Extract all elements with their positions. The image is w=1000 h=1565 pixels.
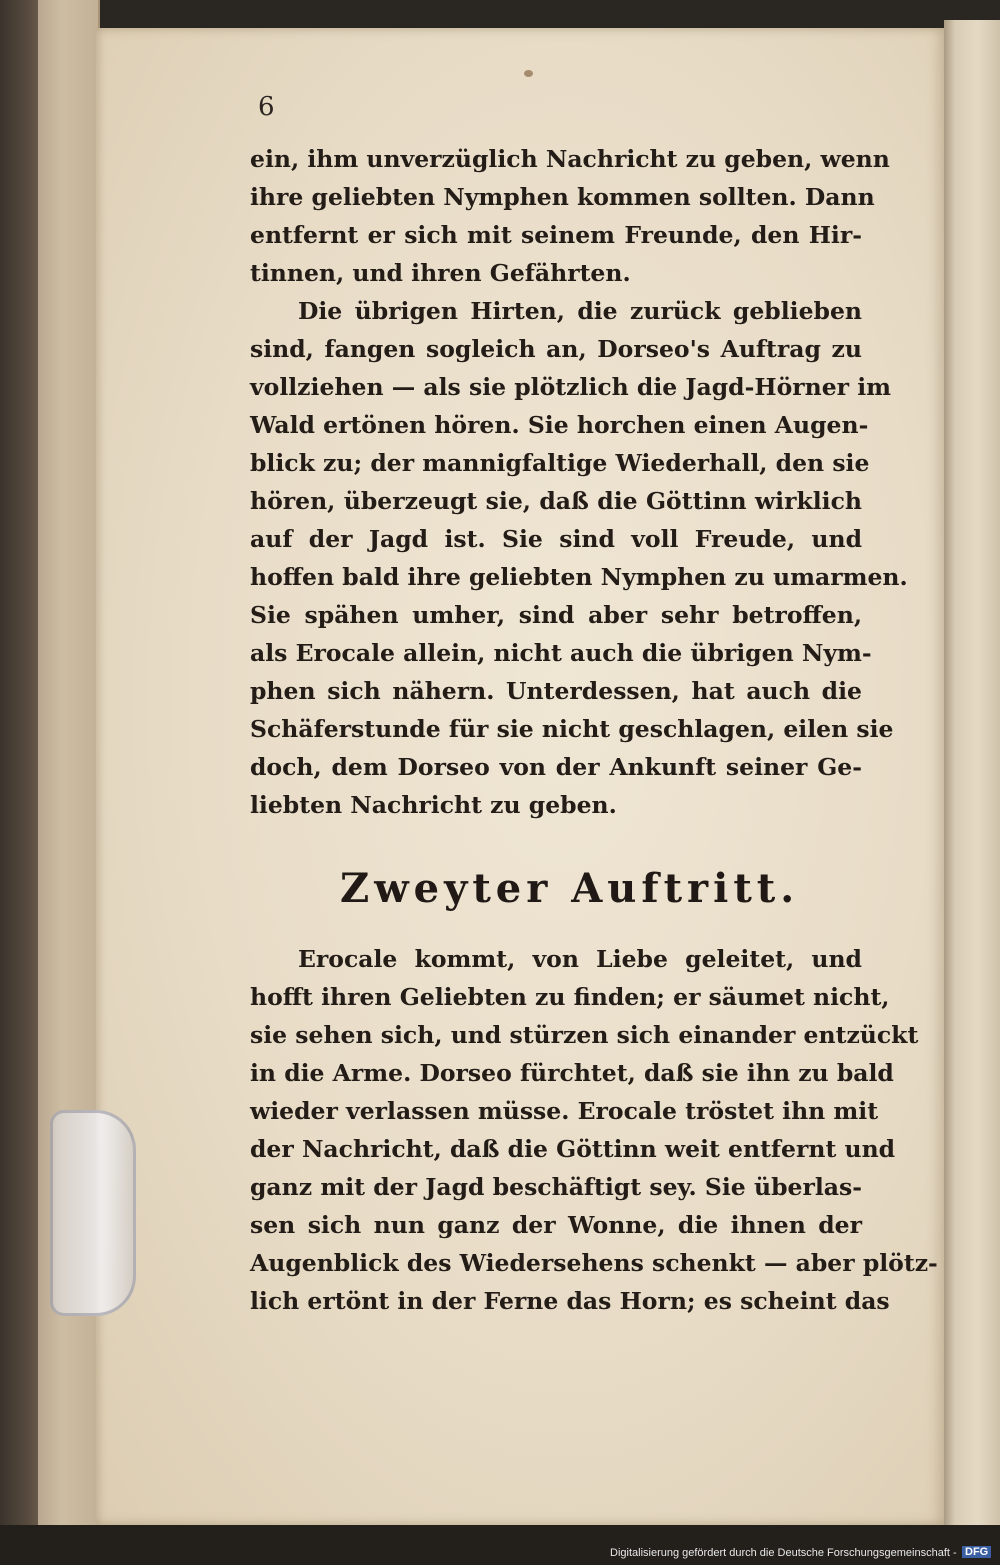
text-line: Erocale kommt, von Liebe geleitet, und (298, 945, 862, 973)
text-line: als Erocale allein, nicht auch die übrigen Nym- (250, 639, 872, 667)
page-number: 6 (258, 92, 275, 122)
text-line: phen sich nähern. Unterdessen, hat auch die (250, 677, 862, 705)
text-line: hofft ihren Geliebten zu finden; er säumet nicht, (250, 983, 890, 1011)
paper-speck (524, 70, 533, 77)
text-line: ein, ihm unverzüglich Nachricht zu geben, wenn (250, 145, 890, 173)
text-line: liebten Nachricht zu geben. (250, 791, 617, 819)
text-line: hören, überzeugt sie, daß die Göttinn wirklich (250, 487, 862, 515)
text-line: lich ertönt in der Ferne das Horn; es scheint das (250, 1287, 890, 1315)
dfg-logo: DFG (962, 1546, 991, 1558)
text-line: sen sich nun ganz der Wonne, die ihnen der (250, 1211, 862, 1239)
text-line: ganz mit der Jagd beschäftigt sey. Sie überlas- (250, 1173, 862, 1201)
text-line: hoffen bald ihre geliebten Nymphen zu umarmen. (250, 563, 908, 591)
text-line: sind, fangen sogleich an, Dorseo's Auftrag zu (250, 335, 862, 363)
footer-bar (0, 1525, 1000, 1565)
paragraph-3 (250, 940, 938, 1320)
page-clip (50, 1110, 136, 1316)
text-line: in die Arme. Dorseo fürchtet, daß sie ihn zu bald (250, 1059, 894, 1087)
text-line: vollziehen — als sie plötzlich die Jagd-Hörner im (250, 373, 892, 401)
section-heading: Zweyter Auftritt. (340, 865, 800, 912)
text-line: doch, dem Dorseo von der Ankunft seiner Ge- (250, 753, 862, 781)
text-line: Die übrigen Hirten, die zurück geblieben (298, 297, 862, 325)
text-line: ihre geliebten Nymphen kommen sollten. Dann (250, 183, 875, 211)
text-line: entfernt er sich mit seinem Freunde, den Hir- (250, 221, 862, 249)
facing-page-edge (944, 20, 1000, 1535)
paragraph-1 (250, 140, 890, 292)
text-line: sie sehen sich, und stürzen sich einander entzückt (250, 1021, 919, 1049)
paragraph-2 (250, 292, 908, 824)
text-line: Augenblick des Wiedersehens schenkt — aber plötz- (250, 1249, 938, 1277)
text-line: tinnen, und ihren Gefährten. (250, 259, 631, 287)
digitization-credit: Digitalisierung gefördert durch die Deutsche Forschungsgemeinschaft - (610, 1547, 957, 1559)
text-line: Wald ertönen hören. Sie horchen einen Augen- (250, 411, 869, 439)
text-line: der Nachricht, daß die Göttinn weit entfernt und (250, 1135, 896, 1163)
text-line: Schäferstunde für sie nicht geschlagen, eilen sie (250, 715, 894, 743)
text-line: wieder verlassen müsse. Erocale tröstet ihn mit (250, 1097, 879, 1125)
book-board (38, 0, 100, 1565)
text-line: blick zu; der mannigfaltige Wiederhall, den sie (250, 449, 870, 477)
text-line: Sie spähen umher, sind aber sehr betroffen, (250, 601, 862, 629)
text-line: auf der Jagd ist. Sie sind voll Freude, und (250, 525, 862, 553)
